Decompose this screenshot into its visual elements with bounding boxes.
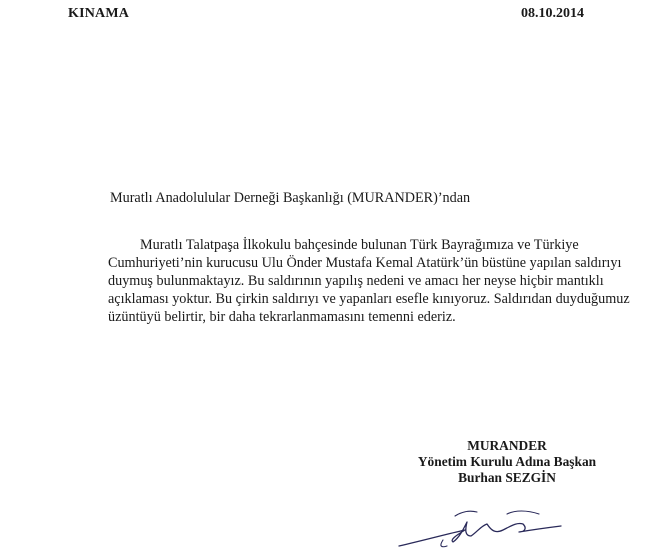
signatory-position: Yönetim Kurulu Adına Başkan bbox=[417, 454, 597, 469]
document-date: 08.10.2014 bbox=[521, 6, 584, 21]
handwritten-signature-icon bbox=[395, 500, 565, 550]
body-line: Cumhuriyeti’nin kurucusu Ulu Önder Mustafa Kemal Atatürk’ün büstüne yapılan saldırıyı bbox=[108, 255, 622, 271]
body-line: üzüntüyü belirtir, bir daha tekrarlanmamasını temenni ederiz. bbox=[108, 309, 456, 325]
body-line: duymuş bulunmaktayız. Bu saldırının yapılış nedeni ve amacı her neyse hiçbir mantıklı bbox=[108, 273, 604, 289]
body-line: Muratlı Talatpaşa İlkokulu bahçesinde bulunan Türk Bayrağımıza ve Türkiye bbox=[140, 237, 579, 253]
signature-block bbox=[372, 438, 642, 486]
signatory-organization: MURANDER bbox=[467, 438, 547, 453]
body-line: açıklaması yoktur. Bu çirkin saldırıyı ve yapanları esefle kınıyoruz. Saldırıdan duyduğumuz bbox=[108, 291, 630, 307]
document-title: KINAMA bbox=[68, 6, 130, 21]
letter-body bbox=[108, 236, 630, 326]
sender-line: Muratlı Anadolulular Derneği Başkanlığı (MURANDER)’ndan bbox=[110, 190, 471, 206]
signatory-name: Burhan SEZGİN bbox=[458, 470, 556, 485]
